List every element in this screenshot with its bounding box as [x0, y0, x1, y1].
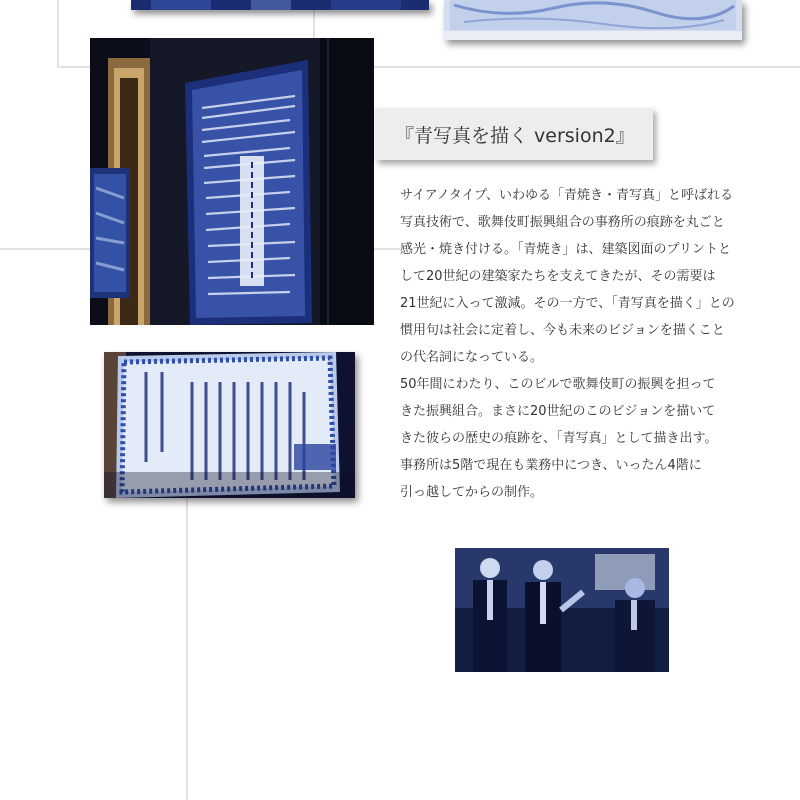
photo-top-right	[444, 0, 742, 40]
article-line: 慣用句は社会に定着し、今も未来のビジョンを描くこと	[400, 323, 725, 338]
photo-group-portrait	[455, 548, 669, 672]
article-line: して20世紀の建築家たちを支えてきたが、その需要は	[400, 269, 716, 284]
frame-line-bottom-vertical	[186, 495, 188, 800]
article-line: の代名詞になっている。	[400, 350, 544, 365]
frame-line-right-horizontal	[374, 248, 400, 250]
article-line: きた彼らの歴史の痕跡を、「青写真」として描き出す。	[400, 431, 718, 446]
article-line: きた振興組合。まさに20世紀のこのビジョンを描いて	[400, 404, 716, 419]
article-title-box	[375, 108, 653, 160]
frame-line-left-horizontal	[0, 248, 90, 250]
photo-poster-wall	[90, 38, 374, 325]
article-line: 21世紀に入って激減。その一方で、「青写真を描く」との	[400, 296, 735, 311]
article-line: 引っ越してからの制作。	[400, 485, 544, 500]
article-title: 『青写真を描く version2』	[395, 124, 635, 147]
frame-line-top-left-vertical	[57, 0, 59, 68]
article-line: 感光・焼き付ける。「青焼き」は、建築図面のプリントと	[400, 242, 731, 257]
article-line: 事務所は5階で現在も業務中につき、いったん4階に	[400, 458, 702, 473]
photo-top-left	[131, 0, 429, 10]
photo-certificate	[104, 352, 355, 498]
article-line: サイアノタイプ、いわゆる「青焼き・青写真」と呼ばれる	[400, 188, 734, 203]
article-body	[400, 182, 770, 506]
article-line: 写真技術で、歌舞伎町振興組合の事務所の痕跡を丸ごと	[400, 215, 725, 230]
article-line: 50年間にわたり、このビルで歌舞伎町の振興を担って	[400, 377, 716, 392]
